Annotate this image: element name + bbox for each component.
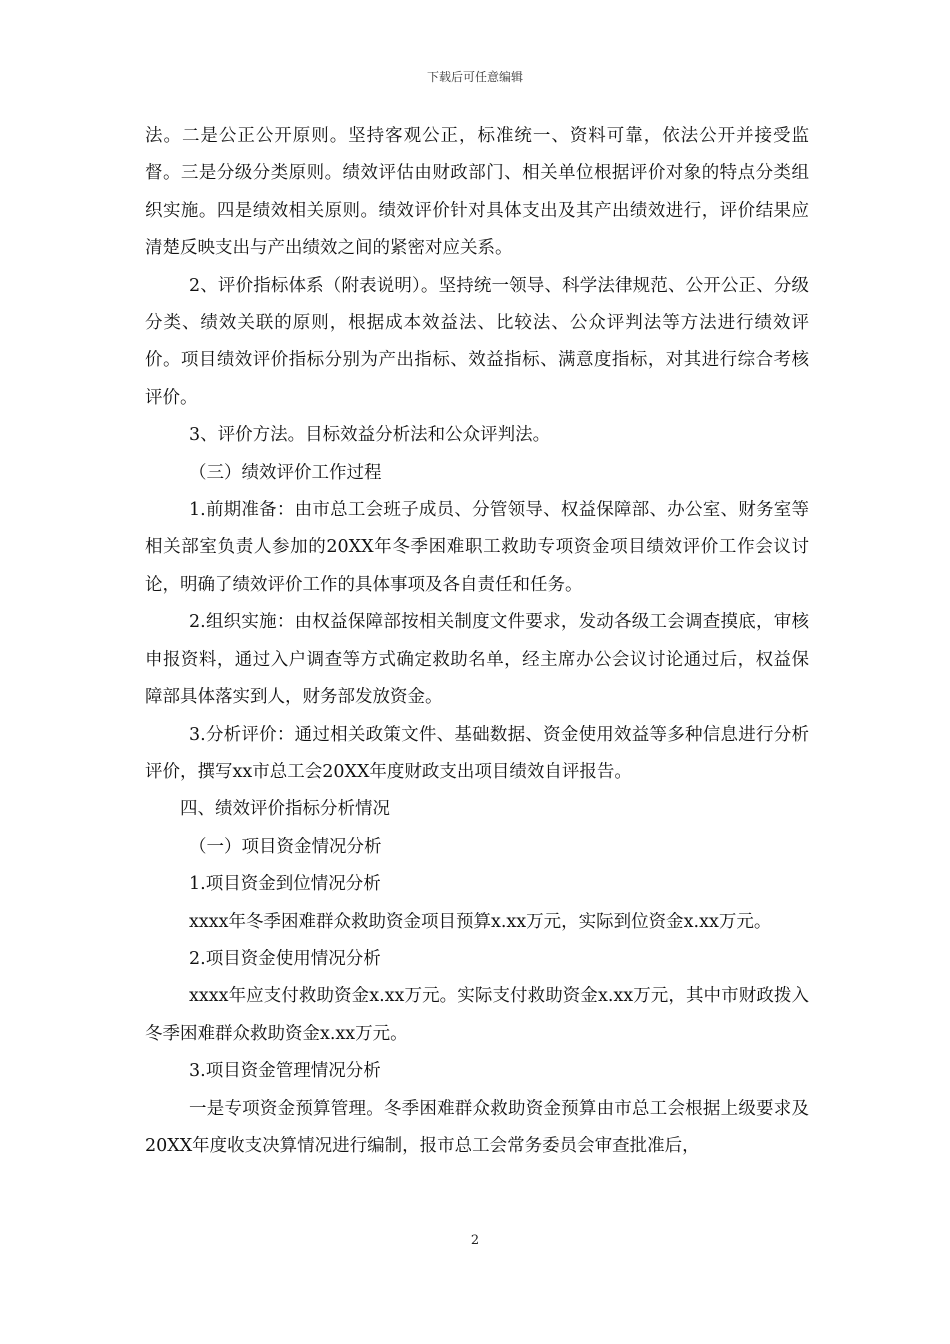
paragraph-indicator-system: 2、评价指标体系（附表说明）。坚持统一领导、科学法律规范、公开公正、分级分类、绩效关联的原则，根据成本效益法、比较法、公众评判法等方法进行绩效评价。项目绩效评价指标分别为产出指标、效益指标、满意度指标，对其进行综合考核评价。	[145, 275, 809, 408]
heading-evaluation-process: （三）绩效评价工作过程	[189, 462, 382, 483]
heading-fund-management: 3.项目资金管理情况分析	[189, 1061, 381, 1082]
paragraph-implementation: 2.组织实施：由权益保障部按相关制度文件要求，发动各级工会调查摸底，审核申报资料，通过入户调查等方式确定救助名单，经主席办公会议讨论通过后，权益保障部具体落实到人，财务部发放资金。	[145, 612, 809, 708]
paragraph-preparation: 1.前期准备：由市总工会班子成员、分管领导、权益保障部、办公室、财务室等相关部室负责人参加的20XX年冬季困难职工救助专项资金项目绩效评价工作会议讨论，明确了绩效评价工作的具体事项及各自责任和任务。	[145, 500, 809, 595]
heading-fund-arrival: 1.项目资金到位情况分析	[189, 874, 381, 895]
paragraph-fund-arrival: xxxx年冬季困难群众救助资金项目预算x.xx万元，实际到位资金x.xx万元。	[189, 911, 772, 932]
paragraph-analysis: 3.分析评价：通过相关政策文件、基础数据、资金使用效益等多种信息进行分析评价，撰写xx市总工会20XX年度财政支出项目绩效自评报告。	[145, 724, 809, 782]
page-header-note: 下载后可任意编辑	[426, 70, 523, 84]
heading-fund-analysis: （一）项目资金情况分析	[189, 836, 382, 857]
document-body	[145, 118, 809, 1165]
heading-section-four: 四、绩效评价指标分析情况	[180, 799, 390, 820]
paragraph-budget-management: 一是专项资金预算管理。冬季困难群众救助资金预算由市总工会根据上级要求及20XX年度收支决算情况进行编制，报市总工会常务委员会审查批准后，	[145, 1098, 809, 1156]
paragraph-principles: 法。二是公正公开原则。坚持客观公正，标准统一、资料可靠，依法公开并接受监督。三是分级分类原则。绩效评估由财政部门、相关单位根据评价对象的特点分类组织实施。四是绩效相关原则。绩效评价针对具体支出及其产出绩效进行，评价结果应清楚反映支出与产出绩效之间的紧密对应关系。	[145, 126, 809, 259]
paragraph-fund-usage: xxxx年应支付救助资金x.xx万元。实际支付救助资金x.xx万元，其中市财政拨入冬季困难群众救助资金x.xx万元。	[145, 986, 809, 1044]
paragraph-evaluation-method: 3、评价方法。目标效益分析法和公众评判法。	[189, 425, 551, 446]
heading-fund-usage: 2.项目资金使用情况分析	[189, 948, 381, 969]
page-number: 2	[470, 1233, 480, 1248]
